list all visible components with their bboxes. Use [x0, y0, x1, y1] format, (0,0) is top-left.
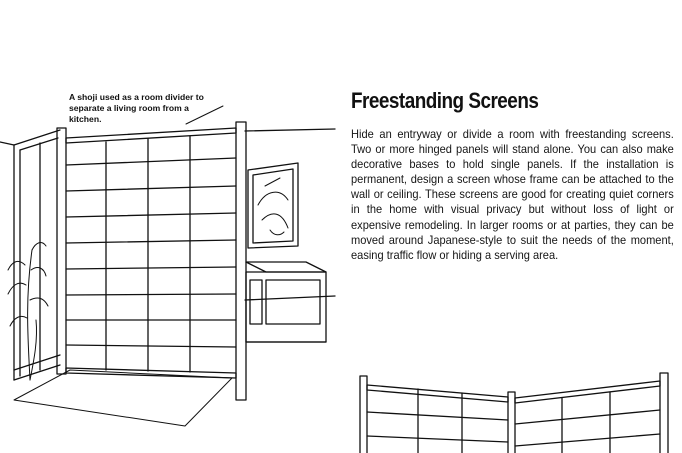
- kitchen-counter-drawing: [246, 262, 326, 342]
- illustration-caption: A shoji used as a room divider to separate a living room from a kitchen.: [69, 92, 204, 124]
- rug-drawing: [14, 370, 232, 426]
- shoji-screen-drawing: [57, 106, 246, 400]
- hinged-screen-drawing: [360, 373, 668, 453]
- section-heading: Freestanding Screens: [351, 88, 539, 113]
- body-paragraph: Hide an entryway or divide a room with freestanding screens. Two or more hinged panels will stand alone. You can also make decorative bases to hold single panels. If the installation is permanent, design a screen whose frame can be attached to the wall or ceiling. These screens are good for creating quiet corners in the home with visual privacy but without loss of light or expensive remodeling. In larger rooms or at parties, they can be moved around Japanese-style to suit the needs of the moment, easing traffic flow or hiding a serving area.: [351, 128, 674, 262]
- framed-picture-drawing: [248, 163, 298, 248]
